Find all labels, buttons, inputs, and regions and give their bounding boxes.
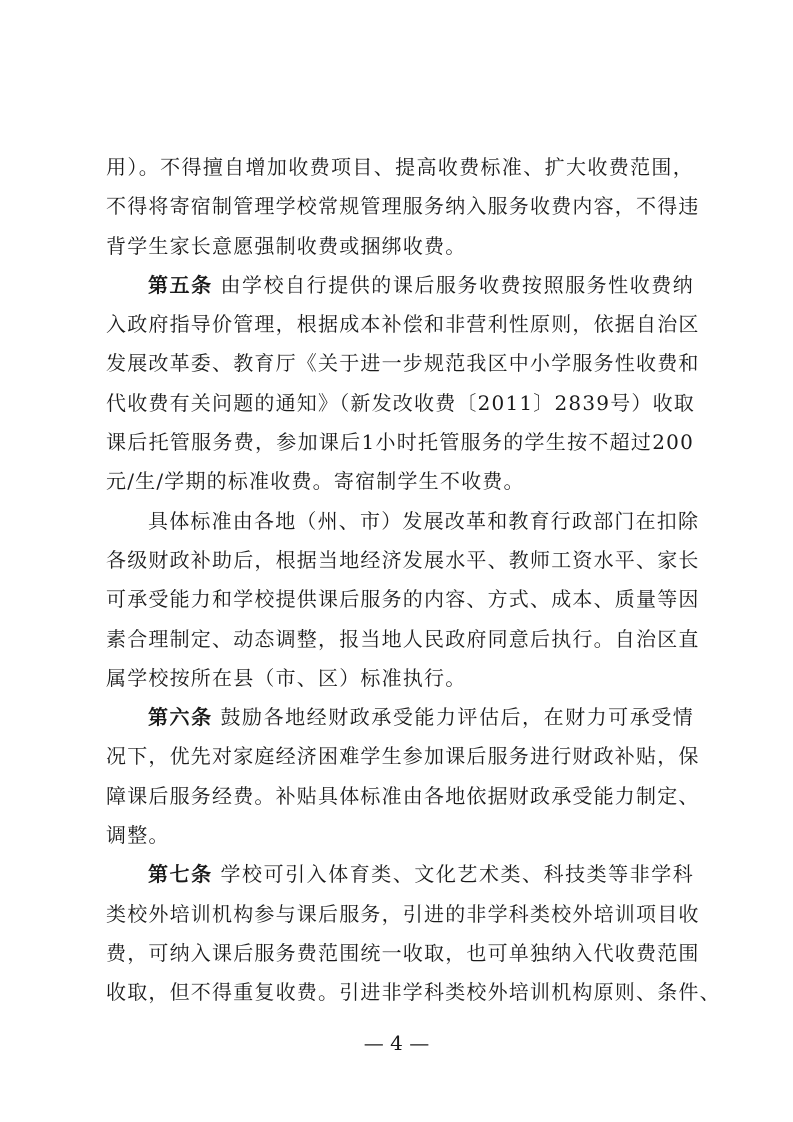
article-5 [106, 266, 700, 502]
text-line [106, 266, 694, 305]
text-line: 况下，优先对家庭经济困难学生参加课后服务进行财政补贴，保 [106, 744, 700, 769]
text-line: 发展改革委、教育厅《关于进一步规范我区中小学服务性收费和 [106, 351, 700, 376]
text-line: 背学生家长意愿强制收费或捆绑收费。 [106, 233, 467, 258]
paragraph-standards [106, 502, 700, 698]
page-number: — 4 — [363, 1031, 430, 1055]
article-text: 鼓励各地经财政承受能力评估后，在财力可承受情 [212, 705, 694, 730]
article-heading: 第六条 [148, 705, 213, 730]
text-line: 不得将寄宿制管理学校常规管理服务纳入服务收费内容，不得违 [106, 194, 700, 219]
text-line: 属学校按所在县（市、区）标准执行。 [106, 665, 467, 690]
text-line: 可承受能力和学校提供课后服务的内容、方式、成本、质量等因 [106, 587, 700, 612]
article-text: 由学校自行提供的课后服务收费按照服务性收费纳 [212, 272, 694, 297]
text-line: 元/生/学期的标准收费。寄宿制学生不收费。 [106, 469, 525, 494]
text-line: 类校外培训机构参与课后服务，引进的非学科类校外培训项目收 [106, 901, 700, 926]
text-line: 具体标准由各地（州、市）发展改革和教育行政部门在扣除 [148, 508, 700, 533]
text-line: 收取，但不得重复收费。引进非学科类校外培训机构原则、条件、 [106, 980, 721, 1005]
text-line: 入政府指导价管理，根据成本补偿和非营利性原则，依据自治区 [106, 312, 700, 337]
article-text: 学校可引入体育类、文化艺术类、科技类等非学科 [212, 862, 694, 887]
text-line: 代收费有关问题的通知》（新发改收费〔2011〕2839号）收取 [106, 390, 695, 415]
paragraph-continuation [106, 148, 700, 266]
text-line: 障课后服务经费。补贴具体标准由各地依据财政承受能力制定、 [106, 783, 700, 808]
text-line: 调整。 [106, 823, 170, 848]
article-7 [106, 855, 721, 1012]
text-line [106, 698, 694, 737]
article-heading: 第七条 [148, 862, 213, 887]
text-line: 素合理制定、动态调整，报当地人民政府同意后执行。自治区直 [106, 626, 700, 651]
text-line: 各级财政补助后，根据当地经济发展水平、教师工资水平、家长 [106, 547, 700, 572]
document-body [106, 148, 721, 1013]
text-line [106, 855, 694, 894]
article-heading: 第五条 [148, 272, 213, 297]
text-line: 费，可纳入课后服务费范围统一收取，也可单独纳入代收费范围 [106, 940, 700, 965]
article-6 [106, 698, 700, 855]
text-line: 课后托管服务费，参加课后1小时托管服务的学生按不超过200 [106, 430, 694, 455]
text-line: 用）。不得擅自增加收费项目、提高收费标准、扩大收费范围， [106, 155, 694, 179]
